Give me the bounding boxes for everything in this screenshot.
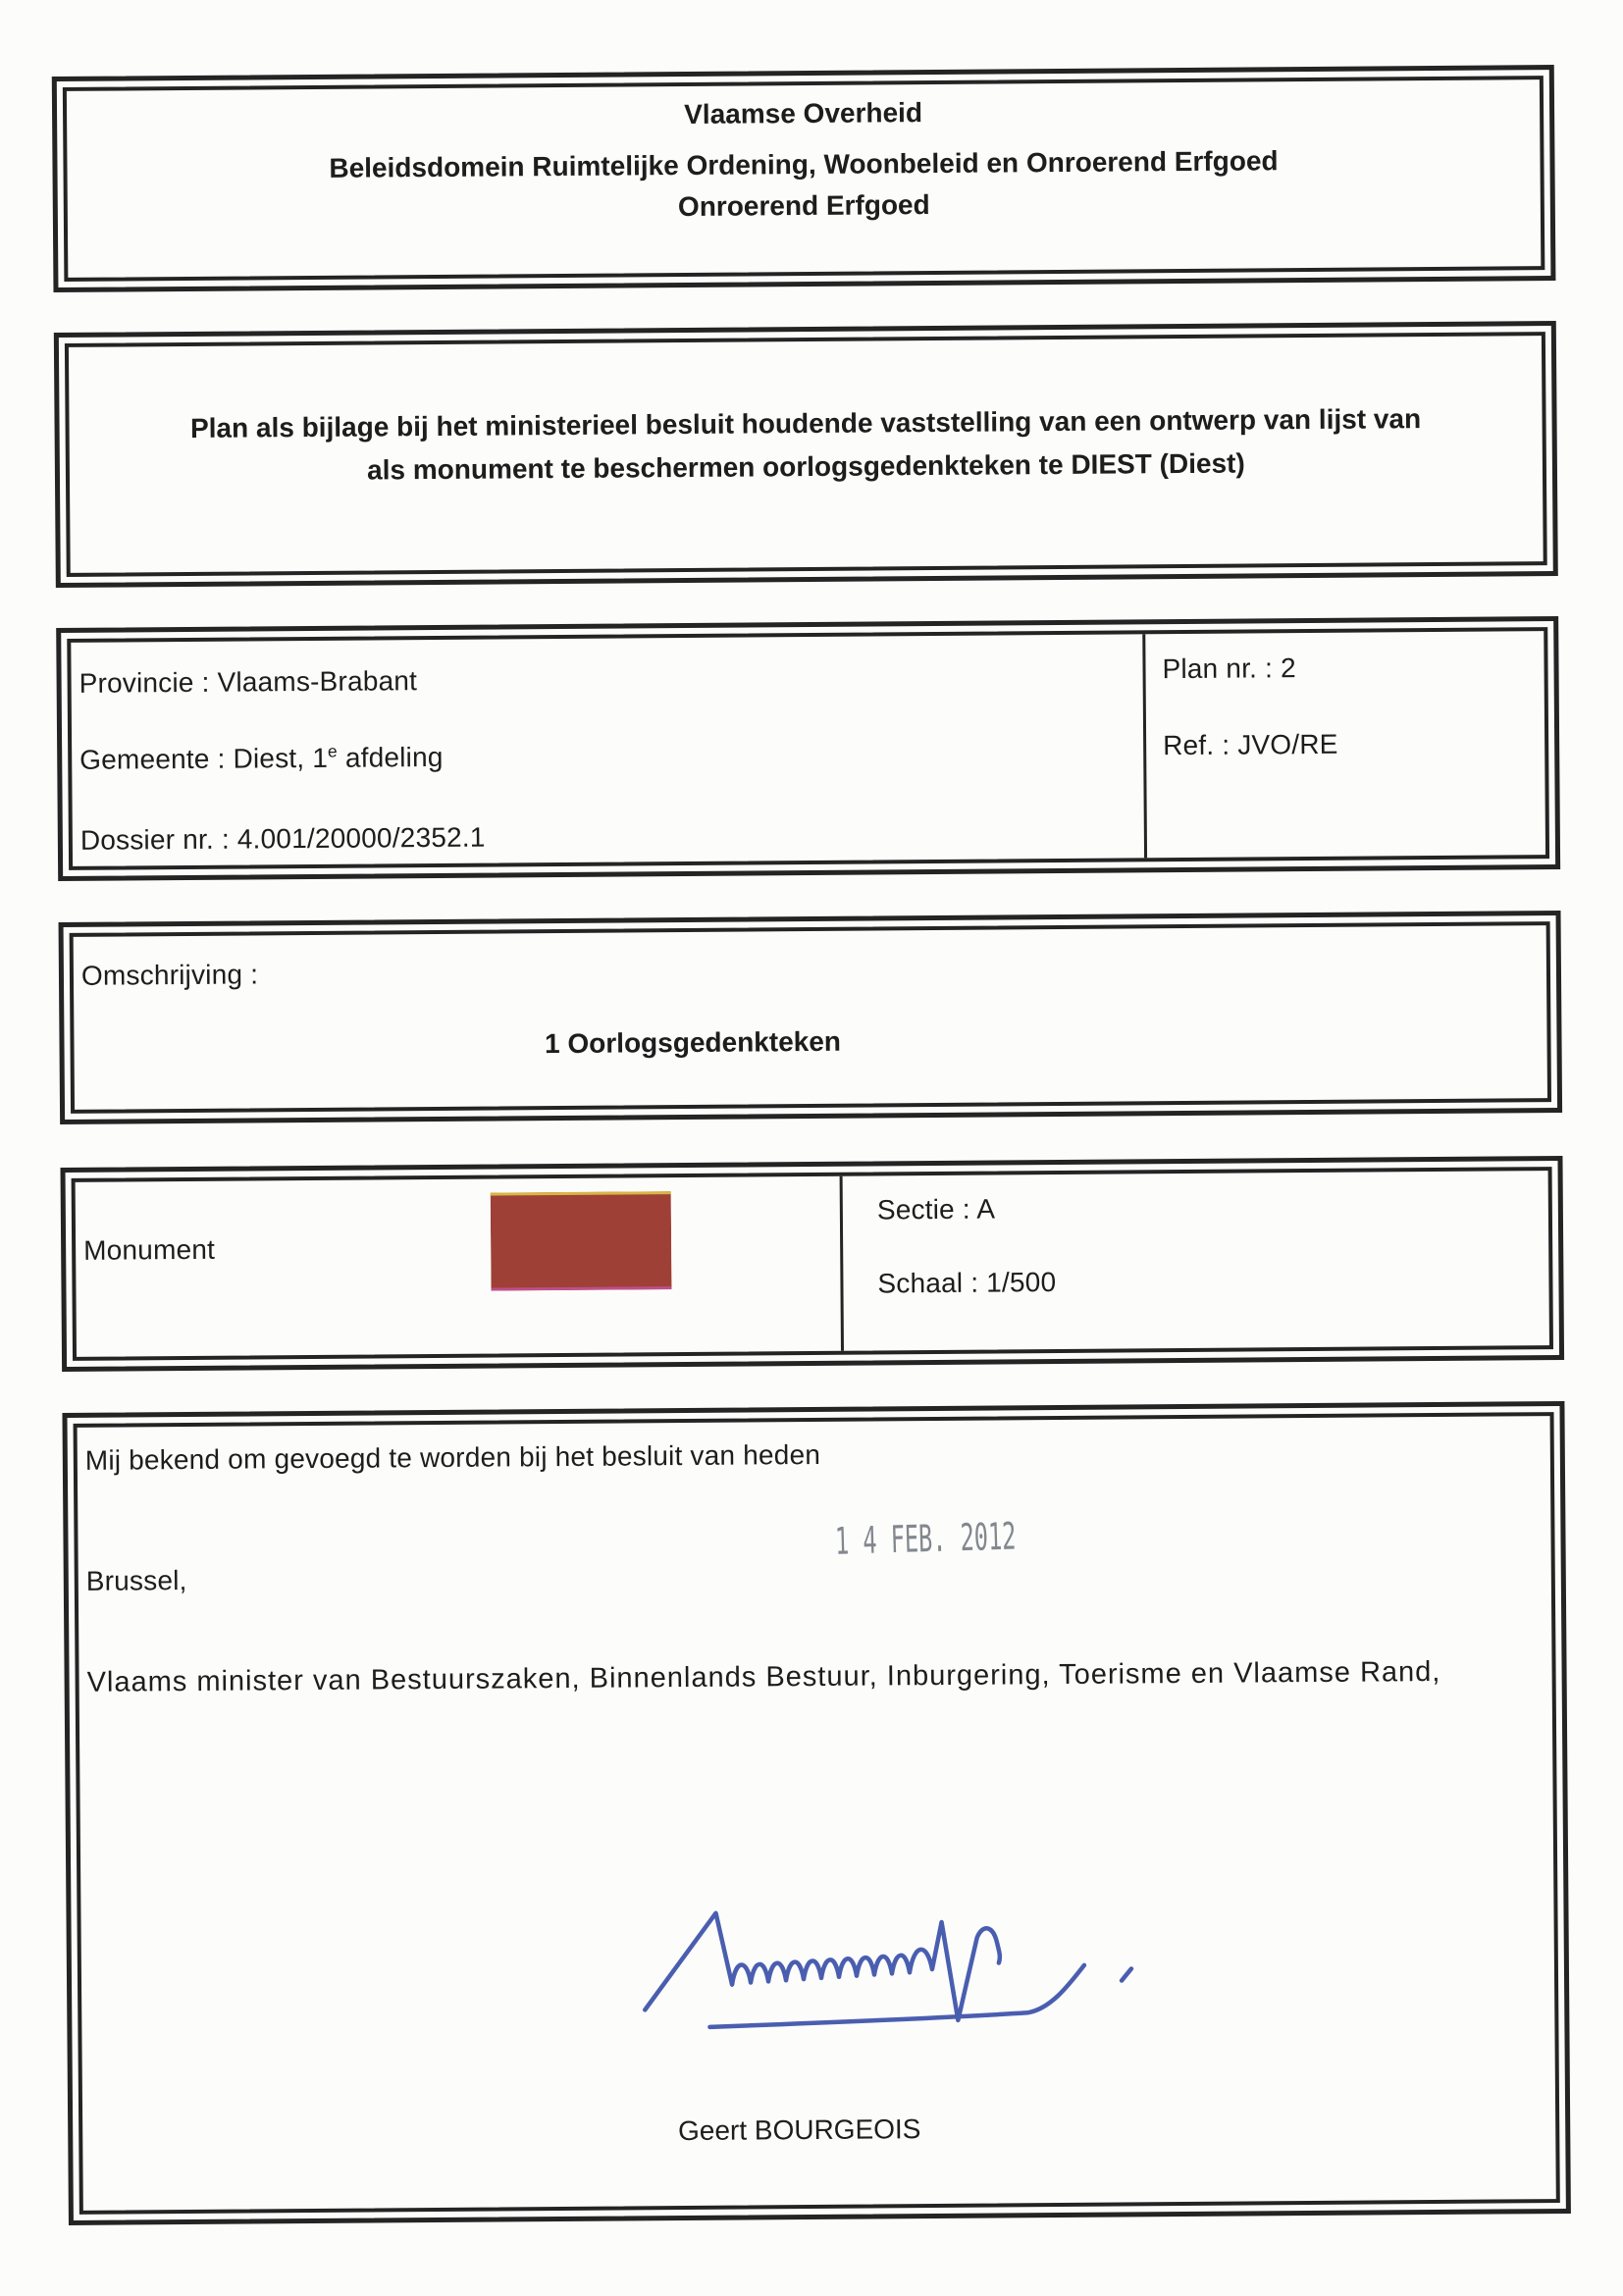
description-box-inner — [70, 921, 1551, 1114]
description-label: Omschrijving : — [80, 959, 259, 991]
document-title-line1: Plan als bijlage bij het ministerieel besluit houdende vaststelling van een ontwerp van lijst van — [189, 403, 1422, 444]
signature-main-stroke — [644, 1911, 1000, 2023]
signatory-name: Geert BOURGEOIS — [677, 2113, 921, 2147]
municipality-field — [79, 742, 444, 776]
legend-box-inner — [72, 1167, 1553, 1361]
legend-box — [61, 1156, 1565, 1372]
date-stamp: 1 4 FEB. 2012 — [834, 1514, 1017, 1563]
signature-box — [62, 1401, 1570, 2225]
section-field: Sectie : A — [876, 1193, 996, 1226]
municipality-text: Gemeente : Diest, 1 — [79, 742, 329, 775]
description-value: 1 Oorlogsgedenkteken — [544, 1025, 842, 1060]
agency-name: Onroerend Erfgoed — [677, 189, 930, 223]
municipality-suffix: afdeling — [337, 741, 444, 773]
scale-field: Schaal : 1/500 — [877, 1267, 1057, 1299]
place-line: Brussel, — [85, 1565, 187, 1596]
minister-signature-icon — [630, 1890, 1180, 2061]
description-box — [59, 911, 1563, 1124]
swatch-fill — [491, 1191, 672, 1290]
dossier-number-field: Dossier nr. : 4.001/20000/2352.1 — [79, 821, 486, 856]
signature-end-mark — [1122, 1968, 1131, 1980]
province-field: Provincie : Vlaams-Brabant — [79, 665, 418, 699]
monument-color-swatch — [491, 1191, 672, 1290]
details-column-divider — [1142, 634, 1147, 858]
title-box — [54, 321, 1558, 588]
document-title-line2: als monument te beschermen oorlogsgedenkteken te DIEST (Diest) — [366, 447, 1245, 486]
header-box-inner — [63, 76, 1545, 282]
details-box-inner — [67, 627, 1549, 870]
title-box-inner — [65, 332, 1547, 577]
municipality-superscript: e — [327, 741, 338, 761]
known-statement: Mij bekend om gevoegd te worden bij het besluit van heden — [84, 1438, 821, 1476]
reference-field: Ref. : JVO/RE — [1163, 728, 1338, 761]
org-name: Vlaamse Overheid — [684, 97, 923, 130]
legend-column-divider — [840, 1176, 844, 1351]
signature-box-inner — [74, 1412, 1560, 2215]
minister-title: Vlaams minister van Bestuurszaken, Binnenlands Bestuur, Inburgering, Toerisme en Vlaamse Rand, — [86, 1655, 1441, 1698]
document-title — [69, 336, 1543, 495]
policy-domain: Beleidsdomein Ruimtelijke Ordening, Woonbeleid en Onroerend Erfgoed — [329, 145, 1279, 183]
header-box — [52, 65, 1556, 292]
details-box — [56, 616, 1560, 881]
plan-number-field: Plan nr. : 2 — [1162, 652, 1296, 685]
monument-label: Monument — [83, 1233, 216, 1266]
